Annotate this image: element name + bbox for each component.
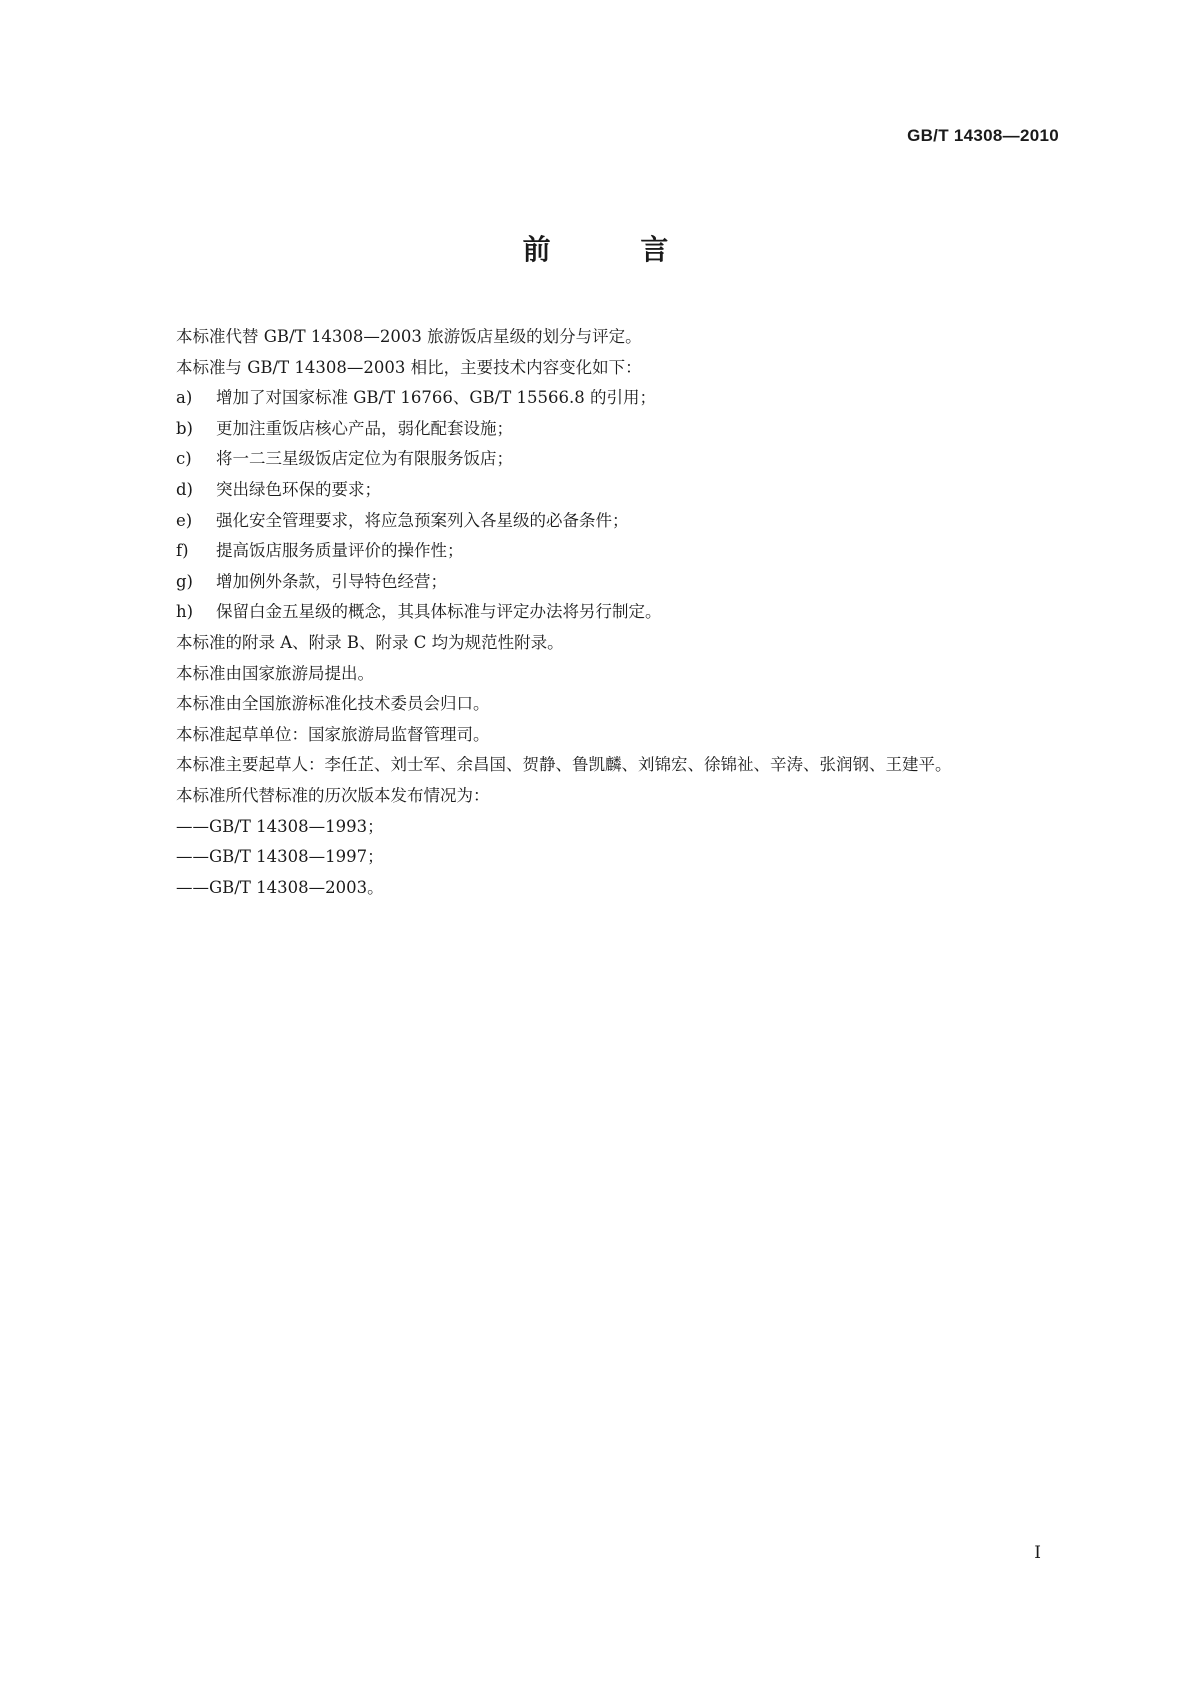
list-item-text: 增加例外条款，引导特色经营； bbox=[216, 571, 447, 591]
list-item-text: 增加了对国家标准 GB/T 16766、GB/T 15566.8 的引用； bbox=[216, 388, 656, 408]
proposed-by-paragraph: 本标准由国家旅游局提出。 bbox=[176, 663, 374, 683]
page-title: 前 言 bbox=[522, 233, 709, 266]
list-item-label: a) bbox=[176, 388, 193, 408]
annexes-paragraph: 本标准的附录 A、附录 B、附录 C 均为规范性附录。 bbox=[176, 632, 564, 652]
list-item-label: d) bbox=[176, 479, 193, 499]
list-item-label: b) bbox=[176, 418, 193, 438]
previous-edition-item: ——GB/T 14308—2003。 bbox=[176, 877, 384, 897]
list-item bbox=[176, 444, 1076, 475]
list-item bbox=[176, 597, 1076, 628]
changes-intro-paragraph: 本标准与 GB/T 14308—2003 相比，主要技术内容变化如下： bbox=[176, 357, 642, 377]
list-item-label: f) bbox=[176, 541, 189, 561]
previous-edition-item: ——GB/T 14308—1997； bbox=[176, 847, 384, 867]
list-item-text: 提高饭店服务质量评价的操作性； bbox=[216, 541, 464, 561]
replaces-paragraph: 本标准代替 GB/T 14308—2003 旅游饭店星级的划分与评定。 bbox=[176, 327, 642, 346]
drafting-unit-paragraph: 本标准起草单位：国家旅游局监督管理司。 bbox=[176, 724, 490, 744]
list-item-label: c) bbox=[176, 449, 192, 469]
list-item bbox=[176, 475, 1076, 506]
standard-code: GB/T 14308—2010 bbox=[907, 126, 1059, 145]
drafters-paragraph: 本标准主要起草人：李任芷、刘士军、余昌国、贺静、鲁凯麟、刘锦宏、徐锦祉、辛涛、张润钢、王建平。 bbox=[176, 755, 952, 775]
list-item bbox=[176, 536, 1076, 567]
previous-editions-intro: 本标准所代替标准的历次版本发布情况为： bbox=[176, 785, 490, 805]
document-body bbox=[176, 322, 1076, 903]
previous-edition-item: ——GB/T 14308—1993； bbox=[176, 816, 384, 836]
page-number: I bbox=[1034, 1543, 1041, 1563]
list-item-label: e) bbox=[176, 510, 193, 530]
list-item-label: h) bbox=[176, 602, 194, 622]
list-item bbox=[176, 383, 1076, 414]
list-item-label: g) bbox=[176, 571, 193, 591]
list-item-text: 更加注重饭店核心产品，弱化配套设施； bbox=[216, 418, 513, 438]
list-item-text: 保留白金五星级的概念，其具体标准与评定办法将另行制定。 bbox=[216, 602, 662, 622]
list-item-text: 突出绿色环保的要求； bbox=[216, 479, 381, 499]
list-item bbox=[176, 414, 1076, 445]
list-item bbox=[176, 506, 1076, 537]
centralized-by-paragraph: 本标准由全国旅游标准化技术委员会归口。 bbox=[176, 694, 490, 714]
list-item-text: 强化安全管理要求，将应急预案列入各星级的必备条件； bbox=[216, 510, 629, 530]
list-item-text: 将一二三星级饭店定位为有限服务饭店； bbox=[216, 449, 513, 469]
list-item bbox=[176, 567, 1076, 598]
